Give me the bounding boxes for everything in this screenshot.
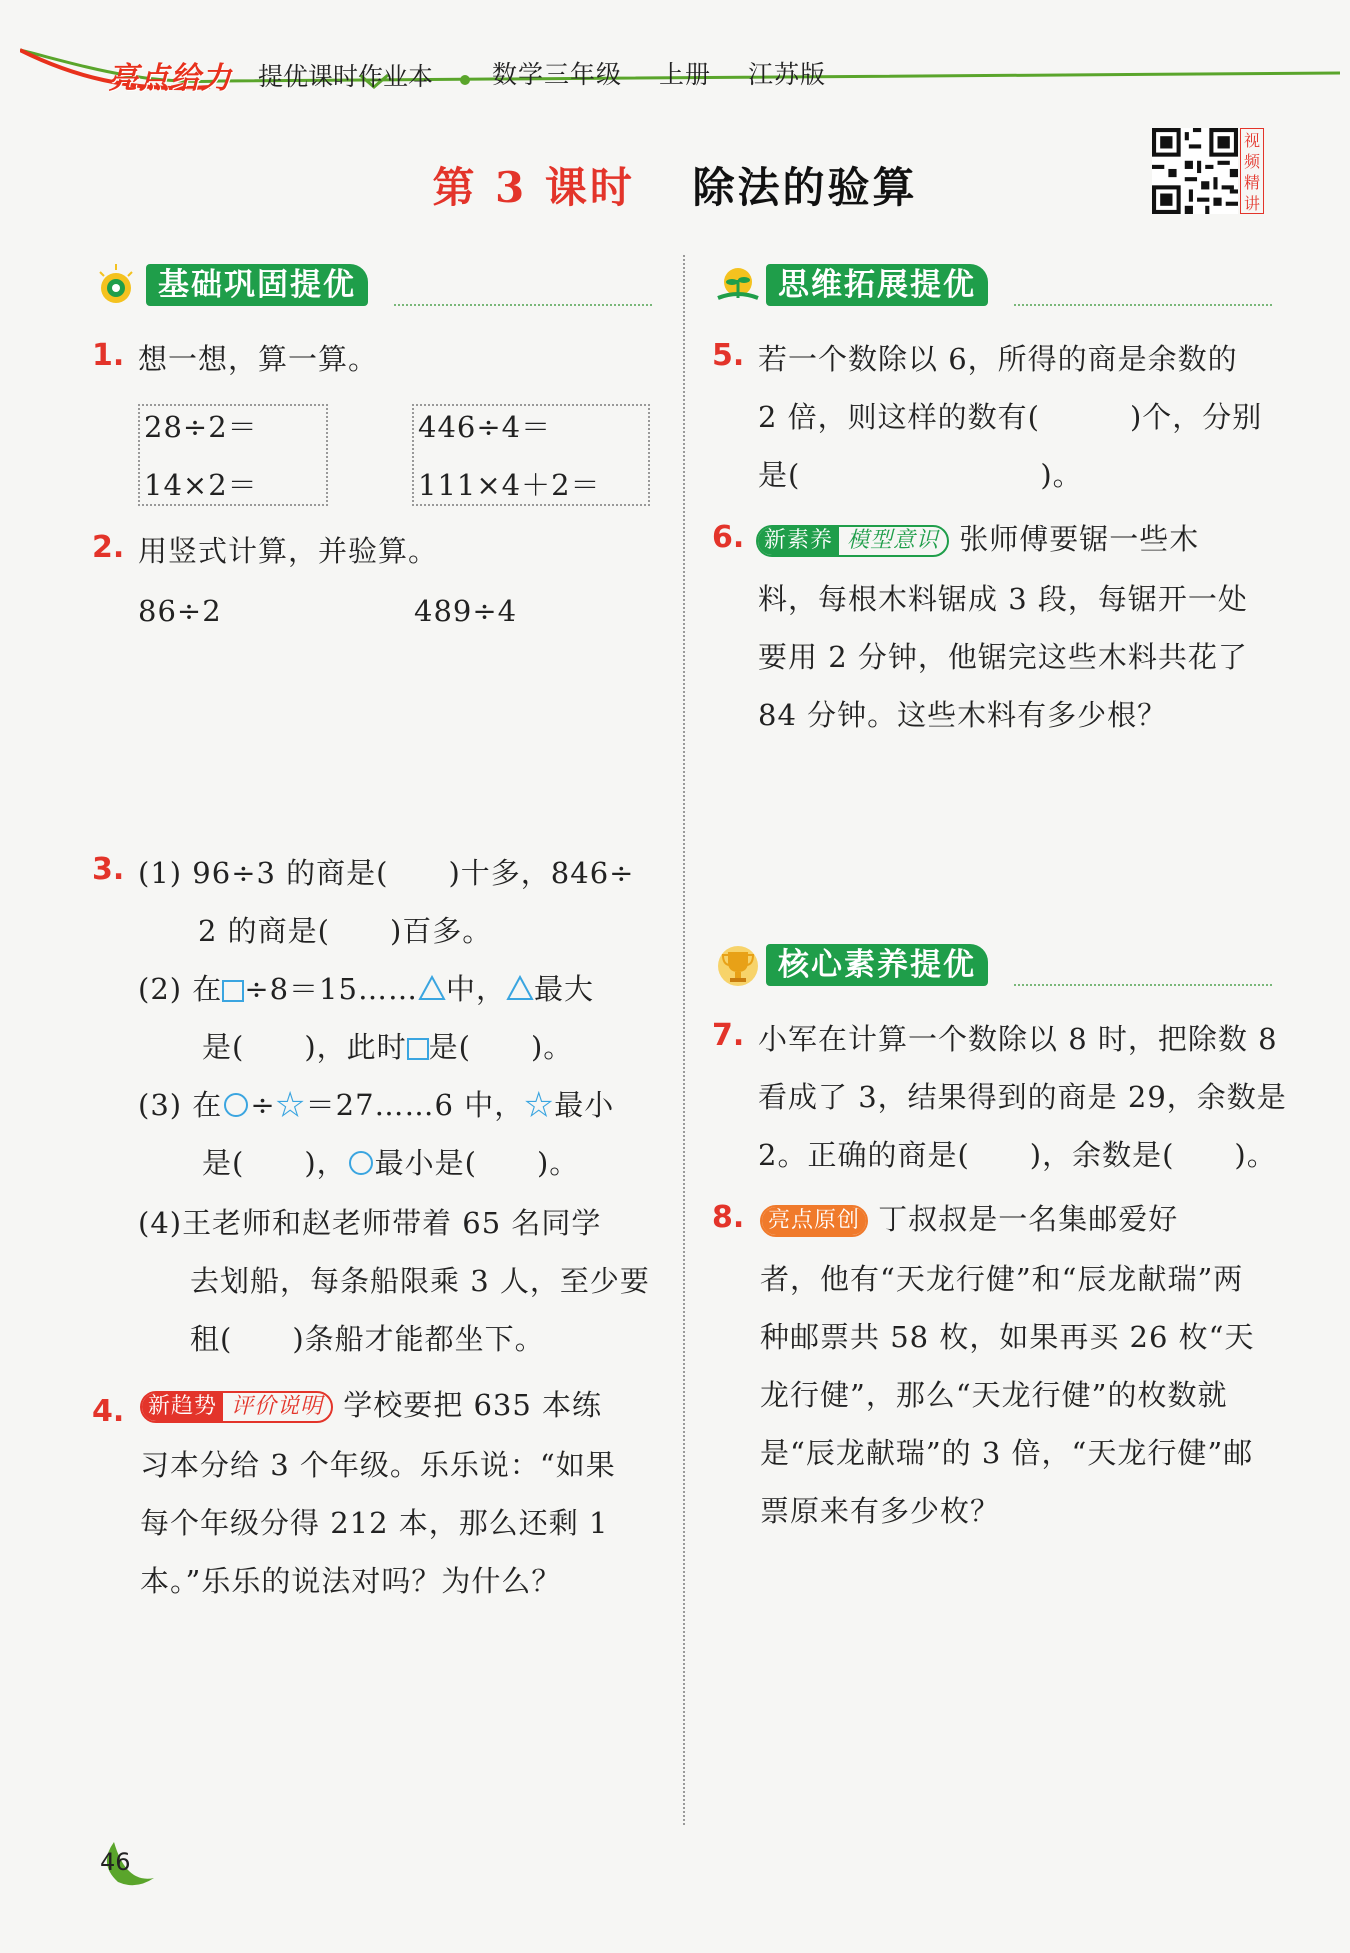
brand-logo-text: 亮点给力 xyxy=(108,61,232,96)
q3-p3-text-e: 是( )， xyxy=(202,1146,347,1180)
q3-part3-line1 xyxy=(138,1076,614,1134)
square-symbol xyxy=(222,980,244,1002)
q1-box-2 xyxy=(412,404,650,506)
q4-tag xyxy=(140,1391,333,1423)
q8-line2: 者，他有“天龙行健”和“辰龙献瑞”两 xyxy=(760,1262,1244,1296)
q3-part4-line3: 租( )条船才能都坐下。 xyxy=(190,1322,545,1356)
header-edition: 江苏版 xyxy=(747,60,826,89)
circle-symbol xyxy=(222,1091,250,1117)
section-basic-title: 基础巩固提优 xyxy=(146,264,368,306)
lesson-number: 第 3 课时 xyxy=(432,163,635,212)
q1-box2-line1: 446÷4＝ xyxy=(418,410,552,444)
sprout-sun-icon xyxy=(712,260,766,310)
q3-p3-text-c: ＝27……6 中， xyxy=(305,1088,525,1122)
q7-line2: 看成了 3，结果得到的商是 29，余数是 xyxy=(758,1080,1287,1114)
q8-line4: 龙行健”，那么“天龙行健”的枚数就 xyxy=(760,1378,1228,1412)
question-6-number: 6. xyxy=(712,520,745,555)
q5-line1: 若一个数除以 6，所得的商是余数的 xyxy=(758,342,1238,376)
q2-expression-2: 489÷4 xyxy=(414,594,518,628)
q8-text-1: 丁叔叔是一名集邮爱好 xyxy=(878,1202,1179,1236)
q1-box2-line2: 111×4＋2＝ xyxy=(418,468,601,502)
q3-part4-line1: (4)王老师和赵老师带着 65 名同学 xyxy=(138,1206,602,1240)
q1-box-1 xyxy=(138,404,328,506)
q3-part1-line2: 2 的商是( )百多。 xyxy=(198,914,493,948)
section-thinking-title: 思维拓展提优 xyxy=(766,264,988,306)
q7-line3: 2。正确的商是( )，余数是( )。 xyxy=(758,1138,1277,1172)
star-symbol: ☆ xyxy=(524,1088,555,1122)
q8-tag xyxy=(760,1205,868,1237)
question-3-number: 3. xyxy=(92,852,125,887)
trophy-icon xyxy=(712,940,766,990)
q3-part3-line2 xyxy=(202,1134,579,1192)
q8-line1 xyxy=(760,1190,1178,1248)
q3-p2-text-f: 是( )。 xyxy=(428,1030,574,1064)
section-rule xyxy=(1014,984,1272,986)
q3-p2-text-e: 是( )，此时 xyxy=(202,1030,407,1064)
section-rule xyxy=(394,304,652,306)
q3-p3-text-f: 最小是( )。 xyxy=(374,1146,580,1180)
q6-tag-b: 模型意识 xyxy=(847,528,940,553)
q4-tag-b: 评价说明 xyxy=(231,1394,324,1419)
question-8-number: 8. xyxy=(712,1200,745,1235)
q3-p2-text-b: ÷8＝15…… xyxy=(244,972,418,1006)
q3-p2-text-c: 中， xyxy=(445,972,506,1006)
q6-text-1: 张师傅要锯一些木 xyxy=(959,522,1200,556)
question-2-number: 2. xyxy=(92,530,125,565)
column-divider xyxy=(683,255,685,1825)
q6-line2: 料，每根木料锯成 3 段，每锯开一处 xyxy=(758,582,1248,616)
header-subject: 数学三年级 xyxy=(492,60,623,89)
q1-box1-line2: 14×2＝ xyxy=(144,468,258,502)
page-header xyxy=(20,45,1340,115)
q5-line2: 2 倍，则这样的数有( )个，分别 xyxy=(758,400,1263,434)
q3-p2-text-d: 最大 xyxy=(533,972,594,1006)
circle-symbol xyxy=(347,1149,375,1175)
q3-p3-text-a: (3) 在 xyxy=(138,1088,223,1122)
lesson-title xyxy=(0,155,1350,215)
q4-tag-a: 新趋势 xyxy=(142,1393,223,1421)
q4-line4: 本。”乐乐的说法对吗？为什么？ xyxy=(140,1564,562,1598)
q3-p2-text-a: (2) 在 xyxy=(138,972,223,1006)
gear-sun-icon xyxy=(92,260,146,310)
question-1-text: 想一想，算一算。 xyxy=(138,342,379,376)
question-5-number: 5. xyxy=(712,338,745,373)
section-basic xyxy=(92,260,652,310)
q3-part4-line2: 去划船，每条船限乘 3 人，至少要 xyxy=(190,1264,650,1298)
q3-part2-line2 xyxy=(202,1018,573,1076)
qr-code-icon[interactable] xyxy=(1152,128,1238,214)
header-book-info xyxy=(492,55,854,91)
video-label: 视频精讲 xyxy=(1240,128,1264,214)
header-dot xyxy=(460,75,470,85)
section-rule xyxy=(1014,304,1272,306)
lesson-name: 除法的验算 xyxy=(692,163,918,212)
q8-line5: 是“辰龙献瑞”的 3 倍，“天龙行健”邮 xyxy=(760,1436,1254,1470)
question-2-text: 用竖式计算，并验算。 xyxy=(138,534,439,568)
square-symbol xyxy=(407,1038,429,1060)
q2-expression-1: 86÷2 xyxy=(138,594,222,628)
q3-part2-line1 xyxy=(138,960,594,1018)
star-symbol: ☆ xyxy=(275,1088,306,1122)
q3-p3-text-b: ÷ xyxy=(250,1088,276,1122)
q6-tag-a: 新素养 xyxy=(758,527,839,555)
q4-text-1: 学校要把 635 本练 xyxy=(343,1388,603,1422)
q3-p3-text-d: 最小 xyxy=(554,1088,615,1122)
q6-tag xyxy=(756,525,949,557)
q6-line1 xyxy=(756,510,1199,568)
q5-line3: 是( )。 xyxy=(758,458,1083,492)
question-4-number: 4. xyxy=(92,1394,125,1429)
section-core-title: 核心素养提优 xyxy=(766,944,988,986)
q8-line3: 种邮票共 58 枚，如果再买 26 枚“天 xyxy=(760,1320,1255,1354)
q6-line3: 要用 2 分钟，他锯完这些木料共花了 xyxy=(758,640,1248,674)
triangle-symbol xyxy=(506,975,534,1001)
section-thinking xyxy=(712,260,1272,310)
q6-line4: 84 分钟。这些木料有多少根？ xyxy=(758,698,1168,732)
header-volume: 上册 xyxy=(658,60,711,89)
q4-line2: 习本分给 3 个年级。乐乐说：“如果 xyxy=(140,1448,616,1482)
q8-line6: 票原来有多少枚？ xyxy=(760,1494,1001,1528)
section-core xyxy=(712,940,1272,990)
q8-tag-text: 亮点原创 xyxy=(762,1207,866,1235)
question-7-number: 7. xyxy=(712,1018,745,1053)
question-1-number: 1. xyxy=(92,338,125,373)
q3-part1-line1: (1) 96÷3 的商是( )十多，846÷ xyxy=(138,856,635,890)
page-number: 46 xyxy=(100,1848,131,1876)
q1-box1-line1: 28÷2＝ xyxy=(144,410,258,444)
q4-line1 xyxy=(140,1376,602,1434)
q7-line1: 小军在计算一个数除以 8 时，把除数 8 xyxy=(758,1022,1278,1056)
header-subtitle: 提优课时作业本 xyxy=(258,62,434,91)
triangle-symbol xyxy=(418,975,446,1001)
q4-line3: 每个年级分得 212 本，那么还剩 1 xyxy=(140,1506,609,1540)
